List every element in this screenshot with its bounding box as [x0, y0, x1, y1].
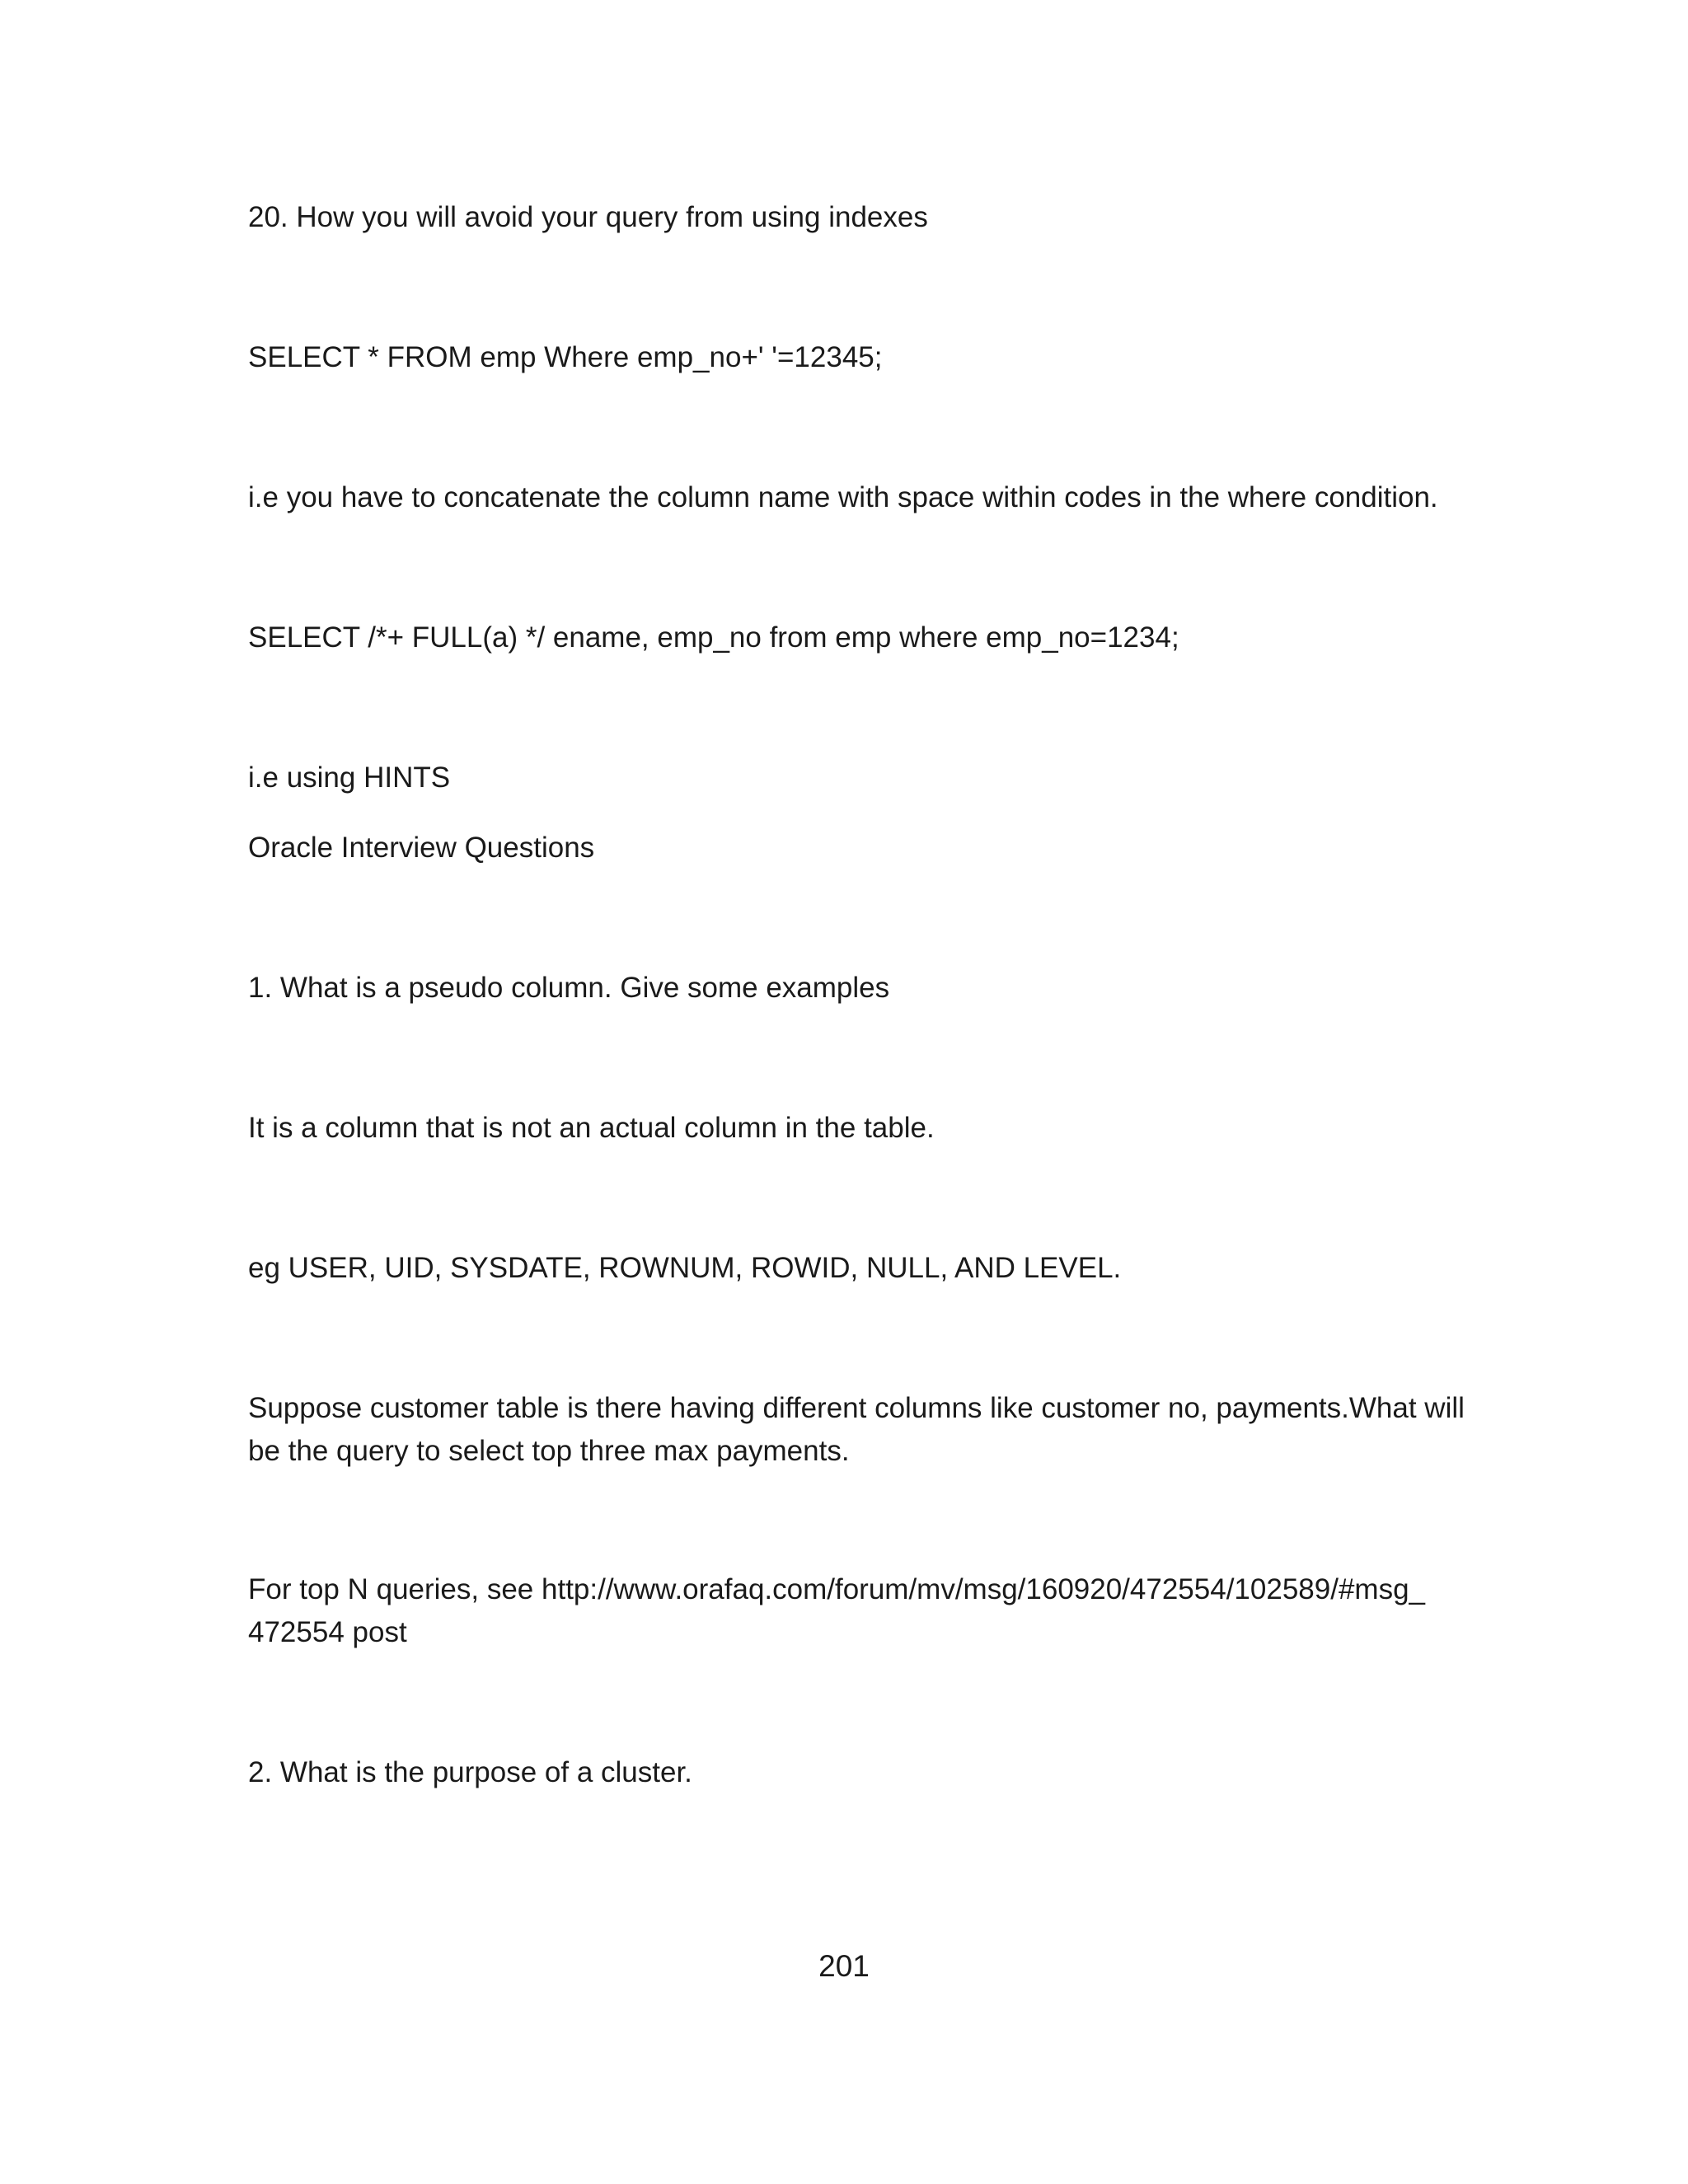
question-20-heading: 20. How you will avoid your query from using indexes [248, 201, 928, 233]
top-n-reference-line2: 472554 post [248, 1616, 407, 1648]
question-2-heading: 2. What is the purpose of a cluster. [248, 1756, 692, 1788]
question-top-payments-line2: be the query to select top three max payments. [248, 1435, 850, 1467]
page-number: 201 [818, 1949, 870, 1983]
question-top-payments-line1: Suppose customer table is there having different columns like customer no, payments.What will [248, 1392, 1465, 1424]
explanation-concat: i.e you have to concatenate the column name with space within codes in the where condition. [248, 481, 1438, 513]
section-title: Oracle Interview Questions [248, 832, 595, 864]
question-1-heading: 1. What is a pseudo column. Give some examples [248, 972, 890, 1004]
top-n-reference-line1: For top N queries, see http://www.orafaq.com/forum/mv/msg/160920/472554/102589/#msg_ [248, 1573, 1425, 1605]
sql-example-concat: SELECT * FROM emp Where emp_no+' '=12345; [248, 341, 883, 373]
answer-pseudo-column: It is a column that is not an actual column in the table. [248, 1112, 935, 1144]
explanation-hints: i.e using HINTS [248, 762, 451, 794]
sql-example-hint: SELECT /*+ FULL(a) */ ename, emp_no from emp where emp_no=1234; [248, 621, 1179, 654]
pseudo-column-examples: eg USER, UID, SYSDATE, ROWNUM, ROWID, NULL, AND LEVEL. [248, 1252, 1122, 1284]
